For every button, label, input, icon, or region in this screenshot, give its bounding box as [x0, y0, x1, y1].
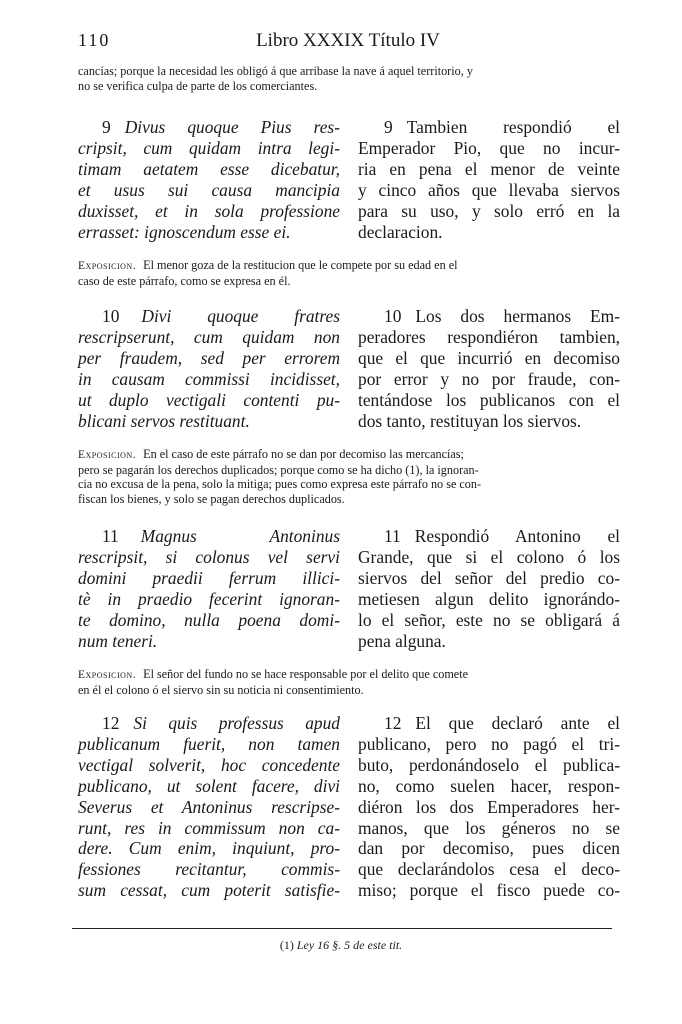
spanish-line: tentándose los publicanos con el — [358, 389, 620, 410]
spanish-line: publicano, pero no pagó el tri- — [358, 733, 620, 754]
latin-line: runt, res in commissum non ca- — [78, 817, 340, 838]
page-header — [78, 30, 618, 54]
spanish-line: Tambien respondió el — [406, 117, 620, 137]
spanish-line: buto, perdonándoselo el publica- — [358, 754, 620, 775]
spanish-line: por error y no por fraude, con- — [358, 368, 620, 389]
spanish-line: Los dos hermanos Em- — [415, 306, 620, 326]
latin-line: sum cessat, cum poterit satisfie- — [78, 880, 340, 901]
exposition-line: fiscan los bienes, y solo se pagan derechos duplicados. — [78, 491, 345, 506]
latin-line: vectigal solverit, hoc concedente — [78, 754, 340, 775]
spanish-line: que declarándolos cesa el deco- — [358, 859, 620, 880]
latin-line: te domino, nulla poena domi- — [78, 609, 340, 630]
spanish-line: Emperador Pio, que no incur- — [358, 137, 620, 158]
exposition-line: En el caso de este párrafo no se dan por decomiso las mercancías; — [143, 447, 464, 461]
intro-line: no se verifica culpa de parte de los comerciantes. — [78, 78, 318, 93]
latin-line: duxisset, et in sola professione — [78, 200, 340, 221]
spanish-line: dan por decomiso, pues dicen — [358, 838, 620, 859]
section-number: 9 — [102, 117, 111, 137]
spanish-line: que el que incurrió en decomiso — [358, 347, 620, 368]
exposition-9 — [78, 258, 620, 288]
page-number: 110 — [78, 30, 111, 50]
latin-line: rescripsit, si colonus vel servi — [78, 546, 340, 567]
latin-line: per fraudem, sed per errorem — [78, 347, 340, 368]
exposition-line: pero se pagarán los derechos duplicados; porque como se ha dicho (1), la ignoran- — [78, 462, 479, 477]
section-number: 12 — [102, 713, 120, 733]
exposition-label: Exposicion. — [78, 669, 137, 681]
latin-line: num teneri. — [78, 630, 158, 651]
footnote-rule — [72, 928, 612, 929]
spanish-line: ria en pena el menor de veinte — [358, 158, 620, 179]
latin-text-10 — [78, 306, 340, 431]
latin-line: errasset: ignoscendum esse ei. — [78, 221, 291, 242]
spanish-line: no, como suelen hacer, respon- — [358, 775, 620, 796]
footnote-marker: (1) — [279, 938, 294, 952]
exposition-line: El señor del fundo no se hace responsable por el delito que comete — [143, 667, 469, 681]
exposition-line: caso de este párrafo, como se expresa en él. — [78, 273, 291, 288]
spanish-line: Respondió Antonino el — [414, 526, 620, 546]
spanish-line: dos tanto, restituyan los siervos. — [358, 410, 582, 431]
latin-text-9 — [78, 117, 340, 242]
spanish-text-12 — [358, 713, 620, 901]
section-number: 11 — [384, 526, 401, 546]
latin-text-11 — [78, 526, 340, 651]
spanish-line: y cinco años que llevaba siervos — [358, 179, 620, 200]
section-number: 12 — [384, 713, 402, 733]
spanish-line: pena alguna. — [358, 630, 446, 651]
exposition-line: en él el colono ó el siervo sin su noticia ni consentimiento. — [78, 682, 364, 697]
latin-text-12 — [78, 713, 340, 901]
intro-line: cancías; porque la necesidad les obligó á que arribase la nave á aquel territorio, y — [78, 64, 473, 78]
section-number: 9 — [384, 117, 393, 137]
spanish-line: siervos del señor del predio co- — [358, 567, 620, 588]
exposition-10 — [78, 447, 620, 506]
exposition-line: El menor goza de la restitucion que le compete por su edad en el — [143, 258, 458, 272]
exposition-label: Exposicion. — [78, 449, 137, 461]
latin-line: Divi quoque fratres — [141, 306, 340, 326]
latin-line: rescripserunt, cum quidam non — [78, 326, 340, 347]
intro-paragraph — [78, 64, 620, 93]
exposition-label: Exposicion. — [78, 260, 137, 272]
spanish-line: metiesen algun delito ignorándo- — [358, 588, 620, 609]
spanish-line: miso; porque el fisco puede co- — [358, 880, 620, 901]
spanish-line: peradores respondiéron tambien, — [358, 326, 620, 347]
latin-line: timam aetatem esse dicebatur, — [78, 158, 340, 179]
spanish-line: para su uso, y solo erró en la — [358, 200, 620, 221]
latin-line: et usus sui causa mancipia — [78, 179, 340, 200]
exposition-line: cia no excusa de la pena, solo la mitiga; pues como expresa este párrafo no se con- — [78, 477, 482, 491]
spanish-line: declaracion. — [358, 221, 443, 242]
spanish-line: manos, que los géneros no se — [358, 817, 620, 838]
spanish-text-9 — [358, 117, 620, 242]
exposition-11 — [78, 667, 620, 697]
footnote-text: Ley 16 §. 5 de este tit. — [296, 938, 403, 952]
running-title: Libro XXXIX Título IV — [256, 30, 440, 51]
latin-line: cripsit, cum quidam intra legi- — [78, 137, 340, 158]
section-number: 10 — [102, 306, 120, 326]
latin-line: fessiones recitantur, commis- — [78, 859, 340, 880]
latin-line: Magnus Antoninus — [140, 526, 340, 546]
latin-line: blicani servos restituant. — [78, 410, 250, 431]
footnote — [0, 938, 682, 953]
latin-line: Divus quoque Pius res- — [124, 117, 340, 137]
spanish-line: El que declaró ante el — [415, 713, 620, 733]
spanish-line: Grande, que si el colono ó los — [358, 546, 620, 567]
spanish-line: lo el señor, este no se obligará á — [358, 609, 620, 630]
latin-line: in causam commissi incidisset, — [78, 368, 340, 389]
latin-line: publicano, ut solent facere, divi — [78, 775, 340, 796]
latin-line: dere. Cum enim, inquiunt, pro- — [78, 838, 340, 859]
latin-line: publicanum fuerit, non tamen — [78, 733, 340, 754]
latin-line: Si quis professus apud — [133, 713, 340, 733]
spanish-text-10 — [358, 306, 620, 431]
section-number: 11 — [102, 526, 119, 546]
section-number: 10 — [384, 306, 402, 326]
spanish-text-11 — [358, 526, 620, 651]
latin-line: Severus et Antoninus rescripse- — [78, 796, 340, 817]
latin-line: domini praedii ferrum illici- — [78, 567, 340, 588]
latin-line: ut duplo vectigali contenti pu- — [78, 389, 340, 410]
spanish-line: diéron los dos Emperadores her- — [358, 796, 620, 817]
latin-line: tè in praedio fecerint ignoran- — [78, 588, 340, 609]
